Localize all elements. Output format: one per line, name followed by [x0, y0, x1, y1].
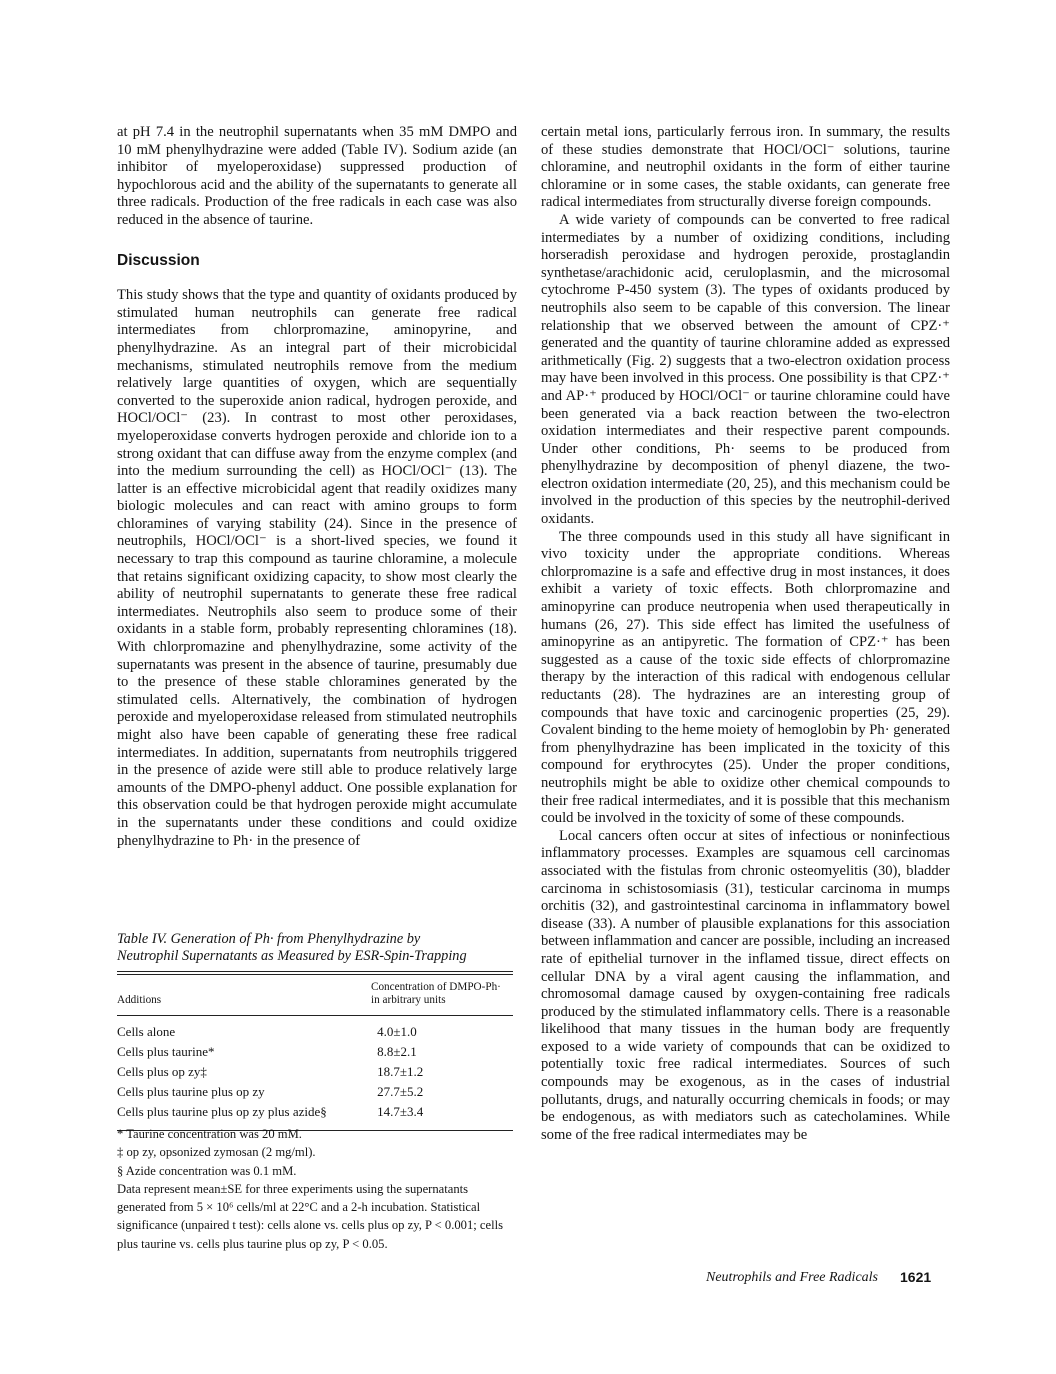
table-cell: 18.7±1.2 [377, 1064, 424, 1079]
table-cell: 8.8±2.1 [377, 1044, 417, 1059]
running-title: Neutrophils and Free Radicals [706, 1270, 878, 1285]
footnote: ‡ op zy, opsonized zymosan (2 mg/ml). [117, 1145, 316, 1160]
right-column [541, 124, 950, 1144]
left-column [117, 124, 517, 850]
table-cell: 4.0±1.0 [377, 1024, 417, 1039]
column-header-additions: Additions [117, 994, 162, 1006]
table-row [117, 1082, 513, 1102]
footnote: Data represent mean±SE for three experiments using the supernatants generated from 5 × 10⁶ cells/ml at 22°C and a 2-h incubation. Statistical significance (unpaired t test): cells alone vs. cells plus op zy, P < 0.001; cells plus taurine vs. cells plus taurine plus op zy, P < 0.05. [117, 1181, 503, 1251]
paragraph: at pH 7.4 in the neutrophil supernatants when 35 mM DMPO and 10 mM phenylhydrazine were added (Table IV). Sodium azide (an inhibitor of myeloperoxidase) suppressed production of hypochlorous acid and the ability of the supernatants to generate all three radicals. Production of the free radicals in each case was also reduced in the absence of taurine. [117, 124, 517, 228]
table-row [117, 1062, 513, 1082]
paragraph: This study shows that the type and quantity of oxidants produced by stimulated human neutrophils can generate free radical intermediates from chlorpromazine, aminopyrine, and phenylhydrazine. As an integral part of their microbicidal mechanisms, stimulated neutrophils remove from the medium relatively large quantities of oxygen, which are sequentially converted to the superoxide anion radical, hydrogen peroxide, and HOCl/OCl⁻ (23). In contrast to most other peroxidases, myeloperoxidase converts hydrogen peroxide and chloride ion to a strong oxidant that can diffuse away from the enzyme complex (and into the medium surrounding the cell) as HOCl/OCl⁻ (13). The latter is an effective microbicidal agent that readily oxidizes many biologic molecules and can react with amino groups to form chloramines of varying stability (24). Since in the presence of neutrophils, HOCl/OCl⁻ is a short-lived species, we found it necessary to trap this compound as taurine chloramine, a molecule that retains significant oxidizing capacity, to show most clearly the ability of neutrophil supernatants to generate these free radical intermediates. Neutrophils also seem to produce some of their oxidants in a stable form, probably representing chloramines (18). With chlorpromazine and phenylhydrazine, some activity of the supernatants was present in the absence of taurine, presumably due to the presence of these stable chloramines generated by the stimulated cells. Alternatively, the combination of hydrogen peroxide and myeloperoxidase released from stimulated neutrophils might also have been capable of generating these free radical intermediates. In addition, supernatants from neutrophils triggered in the presence of azide were still able to produce relatively large amounts of the DMPO-phenyl adduct. One possible explanation for this observation could be that hydrogen peroxide might accumulate in the supernatants under these conditions and could oxidize phenylhydrazine to Ph· in the presence of [117, 287, 517, 849]
table-row [117, 1042, 513, 1062]
data-table [117, 971, 513, 1131]
table-footnotes [117, 1125, 517, 1253]
table-row [117, 1022, 513, 1042]
column-header-concentration: Concentration of DMPO-Ph· in arbitrary units [371, 981, 501, 1006]
table-cell: 14.7±3.4 [377, 1104, 424, 1119]
page-number: 1621 [900, 1269, 932, 1285]
footnote: * Taurine concentration was 20 mM. [117, 1127, 302, 1141]
table-body [117, 1016, 513, 1130]
table-cell: Cells plus taurine plus op zy [117, 1084, 265, 1099]
paragraph: The three compounds used in this study all have significant in vivo toxicity under the appropriate conditions. Whereas chlorpromazine is a safe and effective drug in most instances, it does exhibit a variety of toxic effects. Both chlorpromazine and aminopyrine can produce neutropenia when used therapeutically in humans (26, 27). This side effect has limited the usefulness of aminopyrine as an antipyretic. The formation of CPZ·⁺ has been suggested as a cause of the toxic side effects of chlorpromazine therapy by the interaction of this radical with endogenous cellular reductants (28). The hydrazines are an interesting group of compounds that have toxic and carcinogenic properties (25, 29). Covalent binding to the heme moiety of hemoglobin by Ph· generated from phenylhydrazine has been implicated in the toxicity of this compound for erythrocytes (25). Under the proper conditions, neutrophils might be able to oxidize other chemical compounds to their free radical intermediates, and it is possible that this mechanism could be involved in the toxicity of some of these compounds. [541, 528, 950, 827]
table-cell: Cells plus taurine plus op zy plus azide§ [117, 1104, 327, 1119]
paragraph: Local cancers often occur at sites of infectious or noninfectious inflammatory processes. Examples are squamous cell carcinomas associated with the fistulas from chronic osteomyelitis (30), bladder carcinoma in schistosomiasis (31), testicular carcinoma in mumps orchitis (32), and gastrointestinal carcinoma in inflammatory bowel disease (33). A number of plausible explanations for this association between inflammation and cancer are possible, including an increased rate of epithelial turnover in the inflamed tissue, direct effects on cellular DNA by a viral agent causing the inflammation, and chromosomal damage caused by oxygen-containing free radicals produced by the stimulated inflammatory cells. There is a reasonable likelihood that many tissues in the human body are frequently exposed to a wide variety of compounds that can be oxidized to potentially toxic free radical intermediates. Sources of such compounds may be exogenous, as in the cases of industrial pollutants, drugs, and naturally occurring chemicals in foods; or may be endogenous, as with mediators such as catecholamines. While some of the free radical intermediates may be [541, 827, 950, 1143]
table-cell: Cells plus op zy‡ [117, 1064, 207, 1079]
table-row [117, 1102, 513, 1122]
table-caption: Table IV. Generation of Ph· from Phenylhydrazine by Neutrophil Supernatants as Measured by ESR-Spin-Trapping [117, 931, 467, 965]
table-cell: 27.7±5.2 [377, 1084, 424, 1099]
table-cell: Cells plus taurine* [117, 1044, 215, 1059]
table-header [117, 975, 513, 1015]
paragraph: A wide variety of compounds can be converted to free radical intermediates by a number of oxidizing conditions, including horseradish peroxidase and hydrogen peroxide, prostaglandin synthetase/arachidonic acid, ceruloplasmin, and the microsomal cytochrome P-450 system (3). The types of oxidants produced by neutrophils also seem to be capable of this conversion. The linear relationship that we observed between the amount of CPZ·⁺ generated and the quantity of taurine chloramine added as expressed arithmetically (Fig. 2) suggests that a two-electron oxidation process may have been involved in this process. One possibility is that CPZ·⁺ and AP·⁺ produced by HOCl/OCl⁻ or taurine chloramine could have been generated via a back reaction between the two-electron oxidation intermediates and their respective parent compounds. Under other conditions, Ph· seems to be produced from phenylhydrazine by decomposition of phenyl diazene, the two-electron oxidation intermediate (20, 25), and this mechanism could be involved in the production of this species by the neutrophil-derived oxidants. [541, 211, 950, 528]
paragraph: certain metal ions, particularly ferrous iron. In summary, the results of these studies demonstrate that HOCl/OCl⁻ solutions, taurine chloramine, and neutrophil oxidants in the form of either taurine chloramine or in some cases, the stable oxidants, can generate free radical intermediates from structurally diverse foreign compounds. [541, 124, 950, 211]
table-cell: Cells alone [117, 1024, 176, 1039]
footnote: § Azide concentration was 0.1 mM. [117, 1163, 297, 1178]
section-heading: Discussion [117, 251, 200, 269]
